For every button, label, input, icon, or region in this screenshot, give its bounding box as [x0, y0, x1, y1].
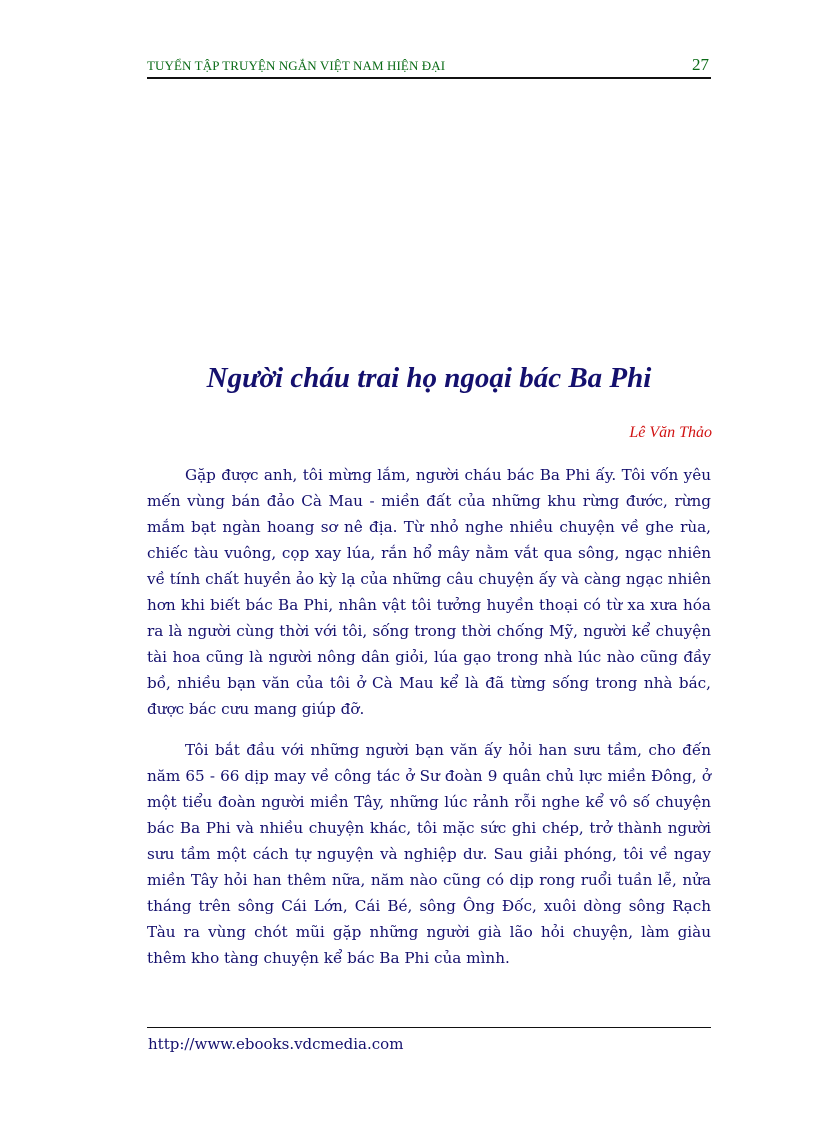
footer-url-link[interactable]: http://www.ebooks.vdcmedia.com	[148, 1035, 404, 1053]
running-header	[147, 52, 711, 79]
paragraph: Tôi bắt đầu với những người bạn văn ấy hỏi han sưu tầm, cho đến năm 65 - 66 dịp may về công tác ở Sư đoàn 9 quân chủ lực miền Đông, ở một tiểu đoàn người miền Tây, những lúc rảnh rỗi nghe kể vô số chuyện bác Ba Phi và nhiều chuyện khác, tôi mặc sức ghi chép, trở thành người sưu tầm một cách tự nguyện và nghiệp dư. Sau giải phóng, tôi về ngay miền Tây hỏi han thêm nữa, năm nào cũng có dịp rong ruổi tuần lễ, nửa tháng trên sông Cái Lớn, Cái Bé, sông Ông Đốc, xuôi dòng sông Rạch Tàu ra vùng chót mũi gặp những người già lão hỏi chuyện, làm giàu thêm kho tàng chuyện kể bác Ba Phi của mình.	[147, 741, 711, 967]
story-title: Người cháu trai họ ngoại bác Ba Phi	[206, 362, 652, 394]
story-body	[147, 462, 711, 986]
page-footer	[147, 1027, 711, 1053]
author-name: Lê Văn Thảo	[629, 424, 712, 441]
page-number: 27	[692, 55, 709, 74]
book-title: TUYỂN TẬP TRUYỆN NGẮN VIỆT NAM HIỆN ĐẠI	[147, 58, 446, 73]
paragraph: Gặp được anh, tôi mừng lắm, người cháu bác Ba Phi ấy. Tôi vốn yêu mến vùng bán đảo Cà Mau - miền đất của những khu rừng đước, rừng mắm bạt ngàn hoang sơ nê địa. Từ nhỏ nghe nhiều chuyện về ghe rùa, chiếc tàu vuông, cọp xay lúa, rắn hổ mây nằm vắt qua sông, ngạc nhiên về tính chất huyền ảo kỳ lạ của những câu chuyện ấy và càng ngạc nhiên hơn khi biết bác Ba Phi, nhân vật tôi tưởng huyền thoại có từ xa xưa hóa ra là người cùng thời với tôi, sống trong thời chống Mỹ, người kể chuyện tài hoa cũng là người nông dân giỏi, lúa gạo trong nhà lúc nào cũng đầy bồ, nhiều bạn văn của tôi ở Cà Mau kể là đã từng sống trong nhà bác, được bác cưu mang giúp đỡ.	[147, 466, 711, 718]
